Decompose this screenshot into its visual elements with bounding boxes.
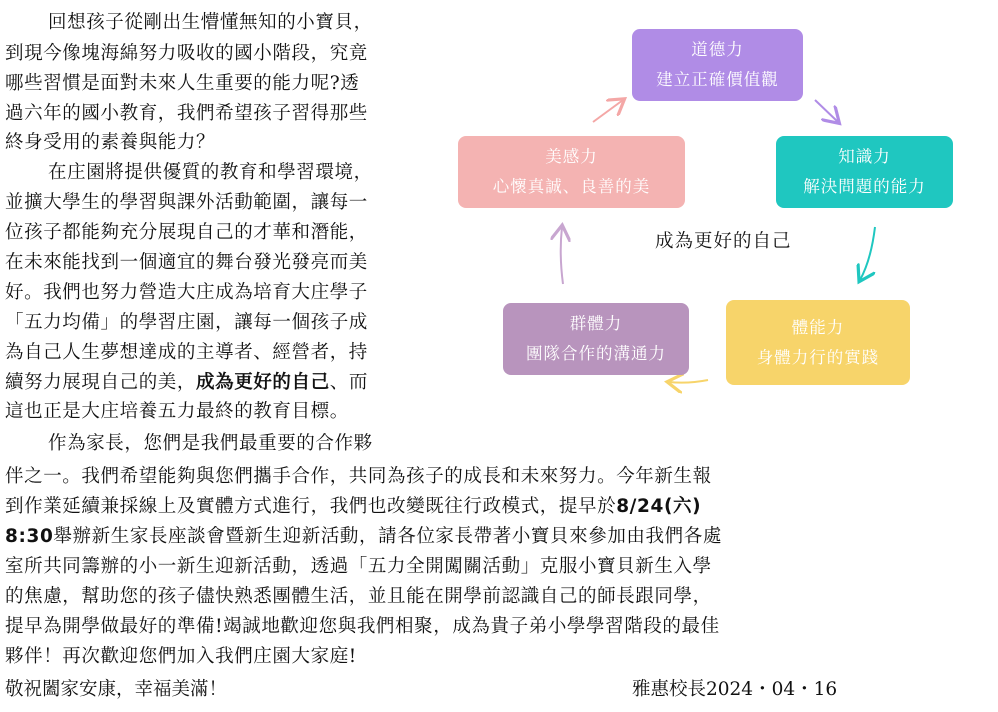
knowledge-box bbox=[776, 136, 953, 208]
letter-line: 位孩子都能夠充分展現自己的才華和潛能， bbox=[5, 222, 368, 243]
signature-text: 雅惠校長2024・04・16 bbox=[632, 679, 838, 700]
moral-subtitle: 建立正確價值觀 bbox=[656, 70, 779, 89]
physical-subtitle: 身體力行的實踐 bbox=[756, 347, 880, 367]
letter-line: 夥伴！再次歡迎您們加入我們庄園大家庭! bbox=[5, 646, 357, 667]
beauty-title: 美感力 bbox=[545, 147, 598, 166]
beauty-subtitle: 心懷真誠、良善的美 bbox=[492, 177, 651, 196]
beauty-box bbox=[458, 136, 685, 208]
letter-line: 這也正是大庄培養五力最終的教育目標。 bbox=[5, 401, 349, 422]
date-bold: 8/24(六) bbox=[616, 496, 702, 517]
closing-text: 敬祝闔家安康，幸福美滿！ bbox=[5, 679, 228, 700]
letter-line-part: 續努力展現自己的美， bbox=[5, 372, 197, 393]
letter-line: 回想孩子從剛出生懵懂無知的小寶貝， bbox=[48, 12, 373, 33]
letter-line-part: 舉辦新生家長座談會暨新生迎新活動，請各位家長帶著小寶貝來參加由我們各處 bbox=[53, 526, 722, 547]
arrow-physical-to-group bbox=[669, 380, 708, 383]
letter-line: 在未來能找到一個適宜的舞台發光發亮而美 bbox=[5, 252, 368, 273]
arrow-group-to-beauty bbox=[561, 227, 563, 284]
arrow-beauty-to-moral bbox=[593, 100, 623, 122]
group-box bbox=[503, 303, 689, 375]
letter-line: 伴之一。我們希望能夠與您們攜手合作，共同為孩子的成長和未來努力。今年新生報 bbox=[5, 466, 712, 487]
letter-line: 到現今像塊海綿努力吸收的國小階段，究竟 bbox=[5, 43, 368, 64]
five-abilities-diagram bbox=[455, 22, 960, 402]
moral-title: 道德力 bbox=[691, 40, 744, 59]
letter-line: 為自己人生夢想達成的主導者、經營者，持 bbox=[5, 342, 368, 363]
letter-line bbox=[5, 369, 368, 396]
moral-box bbox=[632, 29, 803, 101]
letter-line: 並擴大學生的學習與課外活動範圍，讓每一 bbox=[5, 192, 368, 213]
arrow-knowledge-to-physical bbox=[860, 227, 875, 280]
group-title: 群體力 bbox=[569, 314, 623, 333]
letter-line: 在庄園將提供優質的教育和學習環境， bbox=[48, 162, 373, 183]
letter-line: 哪些習慣是面對未來人生重要的能力呢?透 bbox=[5, 73, 360, 94]
letter-line-part: 到作業延續兼採線上及實體方式進行，我們也改變既往行政模式，提早於 bbox=[5, 496, 617, 517]
physical-box bbox=[726, 300, 910, 385]
knowledge-title: 知識力 bbox=[838, 147, 891, 166]
letter-line-part: 、而 bbox=[329, 372, 368, 393]
letter-line: 「五力均備」的學習庄園，讓每一個孩子成 bbox=[5, 312, 368, 333]
diagram-center-text: 成為更好的自己 bbox=[655, 231, 792, 252]
letter-line bbox=[5, 493, 701, 520]
knowledge-subtitle: 解決問題的能力 bbox=[803, 177, 926, 196]
letter-line: 室所共同籌辦的小一新生迎新活動，透過「五力全開闖關活動」克服小寶貝新生入學 bbox=[5, 556, 712, 577]
letter-line: 好。我們也努力營造大庄成為培育大庄學子 bbox=[5, 282, 368, 303]
letter-line: 作為家長，您們是我們最重要的合作夥 bbox=[48, 433, 373, 454]
letter-line: 的焦慮，幫助您的孩子儘快熟悉團體生活，並且能在開學前認識自己的師長跟同學， bbox=[5, 586, 712, 607]
letter-line bbox=[5, 523, 722, 550]
letter-line: 過六年的國小教育，我們希望孩子習得那些 bbox=[5, 103, 368, 124]
physical-title: 體能力 bbox=[791, 317, 845, 337]
letter-line: 提早為開學做最好的準備!竭誠地歡迎您與我們相聚，成為貴子弟小學學習階段的最佳 bbox=[5, 616, 720, 637]
group-subtitle: 團隊合作的溝通力 bbox=[526, 344, 666, 363]
letter-line: 終身受用的素養與能力？ bbox=[5, 132, 216, 153]
bold-phrase: 成為更好的自己 bbox=[196, 372, 330, 393]
arrow-moral-to-knowledge bbox=[815, 100, 838, 122]
time-bold: 8:30 bbox=[5, 526, 54, 547]
